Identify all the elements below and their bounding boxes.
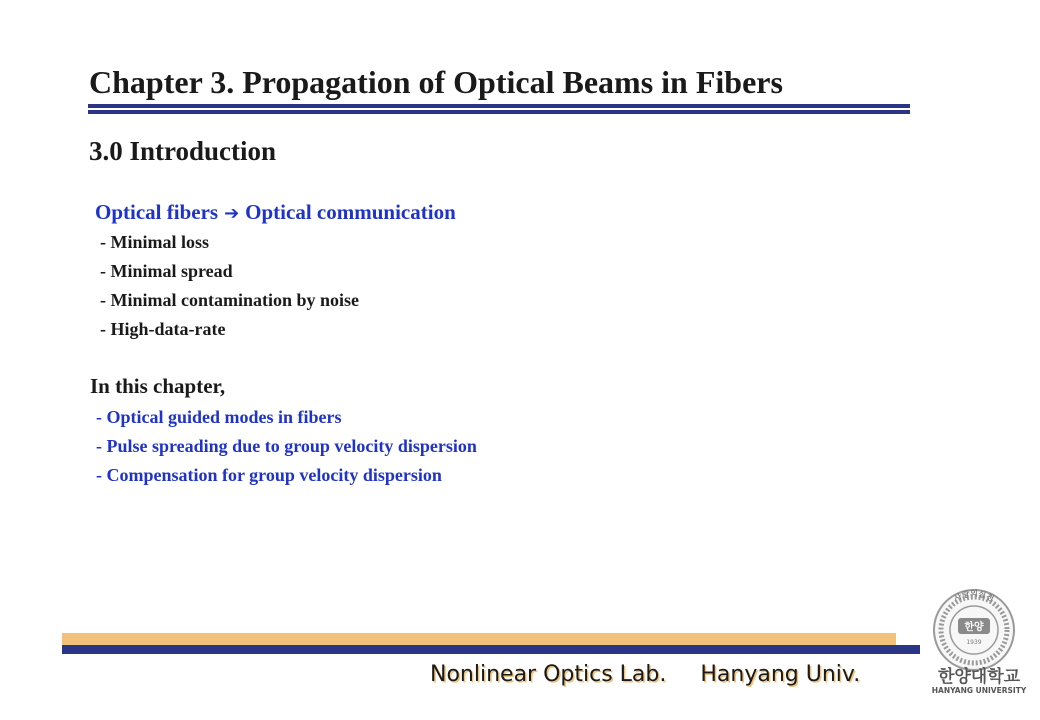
seal-year: 1939: [966, 639, 982, 646]
topic-list: [96, 406, 477, 493]
right-arrow-icon: ➔: [224, 203, 240, 224]
footer-university-name: Hanyang Univ.: [700, 662, 861, 687]
feature-list: [100, 231, 359, 347]
title-underline-bottom: [88, 110, 910, 114]
lead-left-text: Optical fibers: [95, 200, 219, 224]
section-heading: 3.0 Introduction: [89, 136, 277, 166]
topic-item: - Pulse spreading due to group velocity dispersion: [96, 436, 477, 456]
slide-title: Chapter 3. Propagation of Optical Beams in Fibers: [89, 64, 783, 100]
topic-item: - Optical guided modes in fibers: [96, 407, 342, 427]
university-seal: [934, 588, 1014, 670]
seal-motto: 사랑의실천: [952, 589, 996, 604]
footer-rule-gold: [62, 633, 896, 645]
topic-item: - Compensation for group velocity dispersion: [96, 465, 442, 485]
feature-item: - Minimal spread: [100, 261, 233, 281]
logo-korean-name: 한양대학교: [937, 667, 1021, 687]
lead-right-text: Optical communication: [245, 200, 456, 224]
footer-rule-navy: [62, 645, 920, 654]
footer-text: [430, 662, 860, 687]
seal-emblem-text: 한양: [964, 622, 984, 633]
lead-statement: [95, 200, 456, 225]
footer-lab-name: Nonlinear Optics Lab.: [430, 662, 667, 687]
title-underline-top: [88, 104, 910, 108]
logo-english-name: HANYANG UNIVERSITY: [931, 686, 1027, 695]
feature-item: - Minimal loss: [100, 232, 210, 252]
university-logo: [924, 584, 1034, 696]
chapter-intro: In this chapter,: [90, 374, 226, 398]
feature-item: - Minimal contamination by noise: [100, 290, 360, 310]
feature-item: - High-data-rate: [100, 319, 226, 339]
